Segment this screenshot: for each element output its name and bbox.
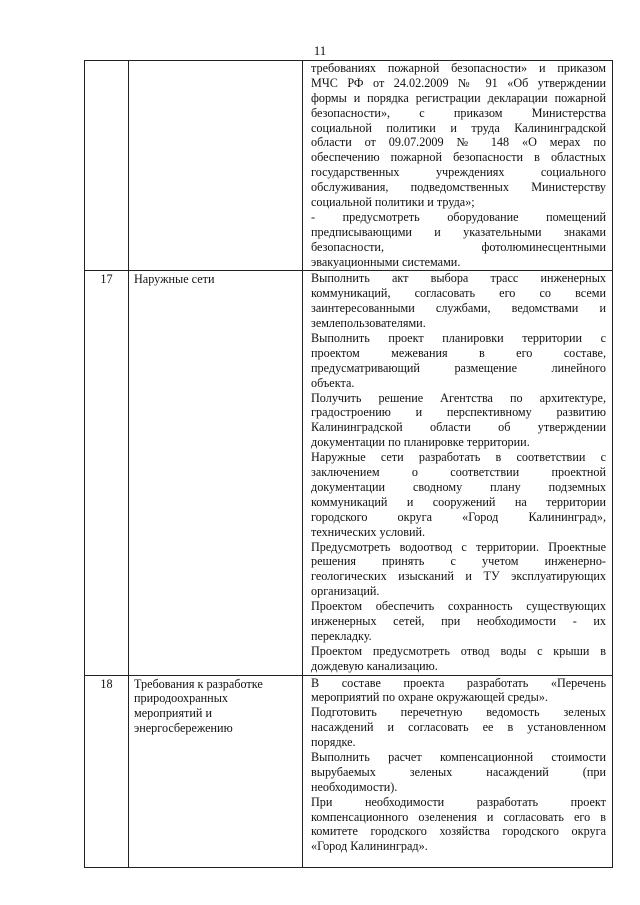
row-title-line: энергосбережению [134, 721, 233, 736]
requirement-line: При необходимости разработать проект [311, 794, 606, 809]
row-number: 17 [85, 271, 129, 675]
requirement-line: заинтересованными службами, ведомствами и [311, 301, 606, 316]
requirement-line: необходимости). [311, 779, 398, 794]
requirement-line: мероприятий по охране окружающей среды». [311, 690, 548, 705]
requirement-line: насаждений и согласовать ее в установленном [311, 720, 606, 735]
requirement-line: решения принять с учетом инженерно- [311, 554, 606, 569]
requirement-line: предусматривающий размещение линейного [311, 360, 606, 375]
requirement-line: инженерных сетей, при необходимости - их [311, 613, 606, 628]
requirement-line: МЧС РФ от 24.02.2009 № 91 «Об утверждении [311, 75, 606, 90]
requirement-line: Получить решение Агентства по архитектуре, [311, 390, 606, 405]
requirement-paragraph [311, 271, 606, 331]
requirement-paragraph [311, 644, 606, 674]
requirement-line: Выполнить проект планировки территории с [311, 331, 606, 346]
requirement-line: безопасности, фотолюминесцентными [311, 239, 606, 254]
requirement-line: Калининградской области об утверждении [311, 420, 606, 435]
requirement-line: Предусмотреть водоотвод с территории. Проектные [311, 539, 606, 554]
requirements-table [84, 60, 613, 868]
row-number: 18 [85, 675, 129, 867]
requirement-line: социальной политики и труда Калининградской [311, 120, 606, 135]
requirement-line: требованиях пожарной безопасности» и приказом [311, 61, 606, 75]
requirement-line: Проектом обеспечить сохранность существующих [311, 599, 606, 614]
requirement-line: компенсационного озеленения и согласовать его в [311, 809, 606, 824]
row-requirements [303, 61, 613, 271]
requirement-paragraph [311, 391, 606, 451]
requirement-line: геологических изысканий и ТУ эксплуатирующих [311, 569, 606, 584]
requirement-line: формы и порядка регистрации декларации пожарной [311, 90, 606, 105]
requirement-line: коммуникаций, согласовать его со всеми [311, 286, 606, 301]
requirement-line: обеспечению пожарной безопасности в областных [311, 150, 606, 165]
requirement-line: перекладку. [311, 628, 372, 643]
row-number [85, 61, 129, 271]
requirement-line: организаций. [311, 584, 380, 599]
requirement-line: городского округа «Город Калининград», [311, 509, 606, 524]
requirement-line: Проектом предусмотреть отвод воды с крыши в [311, 643, 606, 658]
requirement-line: заключением о соответствии проектной [311, 465, 606, 480]
requirement-line: объекта. [311, 375, 355, 390]
requirement-line: комитете городского хозяйства городского округа [311, 824, 606, 839]
requirement-line: предписывающими и указательными знаками [311, 224, 606, 239]
requirement-line: эвакуационными системами. [311, 254, 461, 269]
row-requirements [303, 271, 613, 675]
requirement-line: социальной политики и труда»; [311, 195, 475, 210]
row-title-line: Требования к разработке [134, 676, 263, 691]
requirement-paragraph [311, 331, 606, 391]
row-title-line: природоохранных [134, 691, 228, 706]
requirement-line: вырубаемых зеленых насаждений (при [311, 764, 606, 779]
row-requirements [303, 675, 613, 867]
requirement-line: документации сводному плану подземных [311, 479, 606, 494]
requirement-paragraph [311, 795, 606, 855]
row-title [129, 271, 303, 675]
table-row [85, 675, 613, 867]
table-row [85, 271, 613, 675]
requirement-line: области от 09.07.2009 № 148 «О мерах по [311, 135, 606, 150]
row-title [129, 61, 303, 271]
page-number: 11 [313, 43, 327, 58]
requirement-paragraph [311, 750, 606, 795]
requirement-paragraph [311, 705, 606, 750]
requirement-line: Выполнить акт выбора трасс инженерных [311, 271, 606, 286]
requirement-line: Наружные сети разработать в соответствии с [311, 450, 606, 465]
requirement-paragraph [311, 61, 606, 210]
requirement-line: обслуживания, подведомственных Министерству [311, 180, 606, 195]
requirement-line: «Город Калининград». [311, 839, 428, 854]
requirement-line: В составе проекта разработать «Перечень [311, 675, 606, 690]
row-title-line: мероприятий и [134, 706, 212, 721]
requirement-line: - предусмотреть оборудование помещений [311, 209, 606, 224]
requirement-line: государственных учреждениях социального [311, 165, 606, 180]
requirement-line: дождевую канализацию. [311, 658, 438, 673]
requirement-line: коммуникаций и сооружений на территории [311, 494, 606, 509]
row-title [129, 675, 303, 867]
requirement-line: проектом межевания в его составе, [311, 345, 606, 360]
requirement-paragraph [311, 676, 606, 706]
requirement-paragraph [311, 540, 606, 600]
requirement-line: безопасности», с приказом Министерства [311, 105, 606, 120]
requirement-line: порядке. [311, 735, 356, 750]
row-title-line: Наружные сети [134, 272, 215, 287]
table-row [85, 61, 613, 271]
requirement-line: документации по планировке территории. [311, 435, 530, 450]
requirement-line: Подготовить перечетную ведомость зеленых [311, 705, 606, 720]
requirement-paragraph [311, 210, 606, 270]
requirement-line: технических условий. [311, 524, 426, 539]
requirement-line: градостроению и перспективному развитию [311, 405, 606, 420]
requirement-line: землепользователями. [311, 316, 426, 331]
requirement-paragraph [311, 599, 606, 644]
requirement-line: Выполнить расчет компенсационной стоимости [311, 749, 606, 764]
requirement-paragraph [311, 450, 606, 539]
